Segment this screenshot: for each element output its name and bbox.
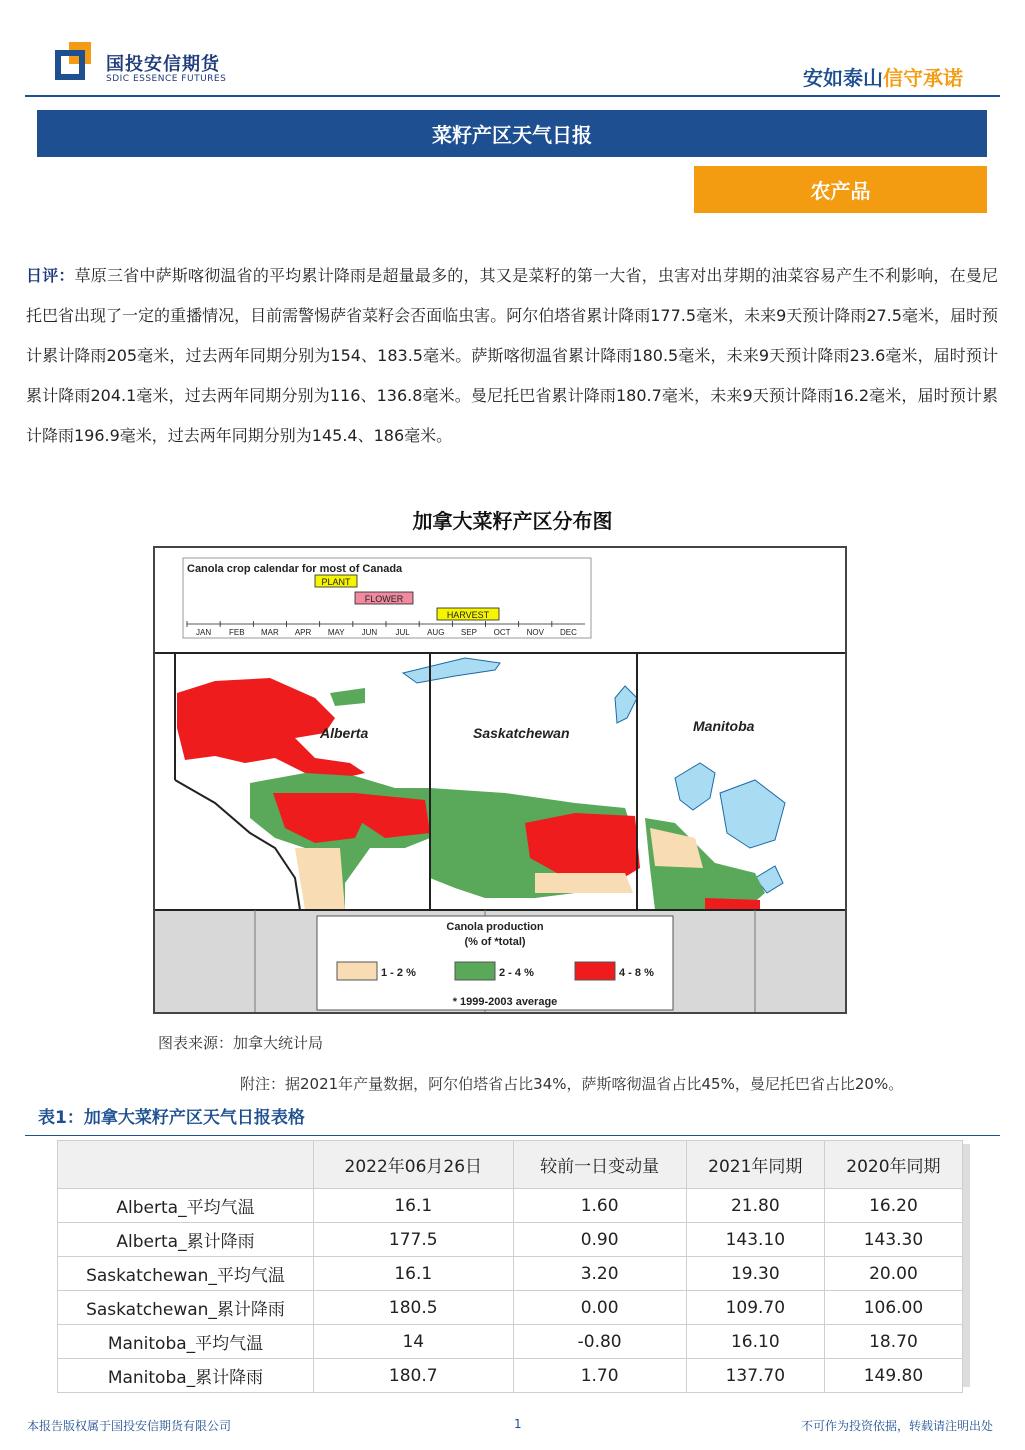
table-cell: 0.90	[513, 1223, 686, 1257]
legend-swatch-1-2	[337, 962, 377, 980]
slogan-part-a: 安如泰山	[803, 66, 883, 90]
table-title: 表1：加拿大菜籽产区天气日报表格	[38, 1108, 305, 1128]
logo-chinese-name: 国投安信期货	[106, 54, 220, 75]
comment-text: 草原三省中萨斯喀彻温省的平均累计降雨是超量最多的，其又是菜籽的第一大省，虫害对出芽期的油菜容易产生不利影响，在曼尼托巴省出现了一定的重播情况，目前需警惕萨省菜籽会否面临虫害。阿尔伯塔省累计降雨177.5毫米，未来9天预计降雨27.5毫米，届时预计累计降雨205毫米，过去两年同期分别为154、183.5毫米。萨斯喀彻温省累计降雨180.5毫米，未来9天预计降雨23.6毫米，届时预计累计降雨204.1毫米，过去两年同期分别为116、136.8毫米。曼尼托巴省累计降雨180.7毫米，未来9天预计降雨16.2毫米，届时预计累计降雨196.9毫米，过去两年同期分别为145.4、186毫米。	[26, 266, 998, 445]
company-logo-icon	[55, 42, 95, 82]
table-cell: 106.00	[824, 1291, 962, 1325]
month-label: JUL	[395, 628, 410, 637]
footer-copyright: 本报告版权属于国投安信期货有限公司	[27, 1419, 232, 1433]
table-header-cell: 较前一日变动量	[513, 1141, 686, 1189]
table-cell: 1.60	[513, 1189, 686, 1223]
month-label: FEB	[228, 628, 245, 637]
chart-source: 图表来源：加拿大统计局	[158, 1034, 324, 1052]
legend-subtitle: (% of *total)	[464, 936, 526, 948]
month-label: OCT	[493, 628, 511, 637]
table-row-label: Alberta_平均气温	[58, 1189, 314, 1223]
table-cell: 14	[314, 1325, 514, 1359]
category-badge: 农产品	[694, 166, 987, 213]
daily-comment	[26, 256, 998, 456]
stage-flower: FLOWER	[364, 594, 404, 604]
table-header-cell: 2020年同期	[824, 1141, 962, 1189]
comment-label: 日评：	[26, 266, 75, 285]
legend-title: Canola production	[446, 921, 544, 933]
table-row-label: Manitoba_平均气温	[58, 1325, 314, 1359]
province-label-saskatchewan: Saskatchewan	[473, 725, 570, 741]
table-cell: 137.70	[686, 1359, 824, 1393]
month-label: DEC	[559, 628, 577, 637]
table-cell: 16.1	[314, 1257, 514, 1291]
table-row	[58, 1291, 963, 1325]
table-cell: 16.20	[824, 1189, 962, 1223]
table-cell: 3.20	[513, 1257, 686, 1291]
map-title: 加拿大菜籽产区分布图	[412, 509, 613, 533]
table-cell: 177.5	[314, 1223, 514, 1257]
slogan	[803, 62, 963, 91]
table-row-label: Alberta_累计降雨	[58, 1223, 314, 1257]
month-label: MAY	[327, 628, 345, 637]
canola-production-map	[153, 546, 847, 1014]
table-cell: 1.70	[513, 1359, 686, 1393]
table-cell: 143.30	[824, 1223, 962, 1257]
crop-calendar-title: Canola crop calendar for most of Canada	[187, 563, 403, 575]
table-cell: -0.80	[513, 1325, 686, 1359]
month-label: NOV	[526, 628, 544, 637]
province-label-alberta: Alberta	[320, 725, 369, 741]
month-label: SEP	[460, 628, 477, 637]
table-cell: 0.00	[513, 1291, 686, 1325]
table-cell: 18.70	[824, 1325, 962, 1359]
legend-swatch-4-8	[575, 962, 615, 980]
map-graphic	[155, 548, 845, 1012]
table-cell: 180.7	[314, 1359, 514, 1393]
table-row-label: Saskatchewan_平均气温	[58, 1257, 314, 1291]
table-row	[58, 1257, 963, 1291]
stage-harvest: HARVEST	[446, 610, 490, 620]
month-label: APR	[294, 628, 312, 637]
table-cell: 109.70	[686, 1291, 824, 1325]
legend-label-4-8: 4 - 8 %	[619, 967, 654, 979]
table-row-label: Manitoba_累计降雨	[58, 1359, 314, 1393]
table-header-row	[58, 1141, 963, 1189]
table-cell: 19.30	[686, 1257, 824, 1291]
month-label: AUG	[427, 628, 445, 637]
table-cell: 16.10	[686, 1325, 824, 1359]
table-header-cell: 2022年06月26日	[314, 1141, 514, 1189]
table-cell: 143.10	[686, 1223, 824, 1257]
table-row	[58, 1223, 963, 1257]
slogan-part-b: 信守承诺	[883, 66, 963, 90]
table-cell: 21.80	[686, 1189, 824, 1223]
report-title: 菜籽产区天气日报	[37, 110, 987, 157]
production-note: 附注：据2021年产量数据，阿尔伯塔省占比34%，萨斯喀彻温省占比45%，曼尼托巴省占比20%。	[240, 1075, 904, 1093]
table-cell: 20.00	[824, 1257, 962, 1291]
page-number: 1	[514, 1417, 522, 1431]
table-header-cell	[58, 1141, 314, 1189]
legend-note: * 1999-2003 average	[452, 996, 558, 1008]
legend-label-2-4: 2 - 4 %	[499, 967, 534, 979]
month-label: MAR	[261, 628, 279, 637]
table-cell: 180.5	[314, 1291, 514, 1325]
table-row	[58, 1325, 963, 1359]
table-header-cell: 2021年同期	[686, 1141, 824, 1189]
province-label-manitoba: Manitoba	[693, 718, 755, 734]
table-row	[58, 1189, 963, 1223]
stage-plant: PLANT	[321, 577, 351, 587]
legend-label-1-2: 1 - 2 %	[381, 967, 416, 979]
table-title-divider	[25, 1135, 1000, 1136]
month-label: JAN	[196, 628, 212, 637]
table-cell: 149.80	[824, 1359, 962, 1393]
table-cell: 16.1	[314, 1189, 514, 1223]
month-label: JUN	[361, 628, 378, 637]
header-divider	[25, 95, 1000, 97]
table-row	[58, 1359, 963, 1393]
weather-table	[57, 1140, 963, 1393]
footer-disclaimer: 不可作为投资依据，转载请注明出处	[800, 1419, 993, 1433]
legend-swatch-2-4	[455, 962, 495, 980]
logo-english-name: SDIC ESSENCE FUTURES	[106, 74, 227, 84]
table-row-label: Saskatchewan_累计降雨	[58, 1291, 314, 1325]
